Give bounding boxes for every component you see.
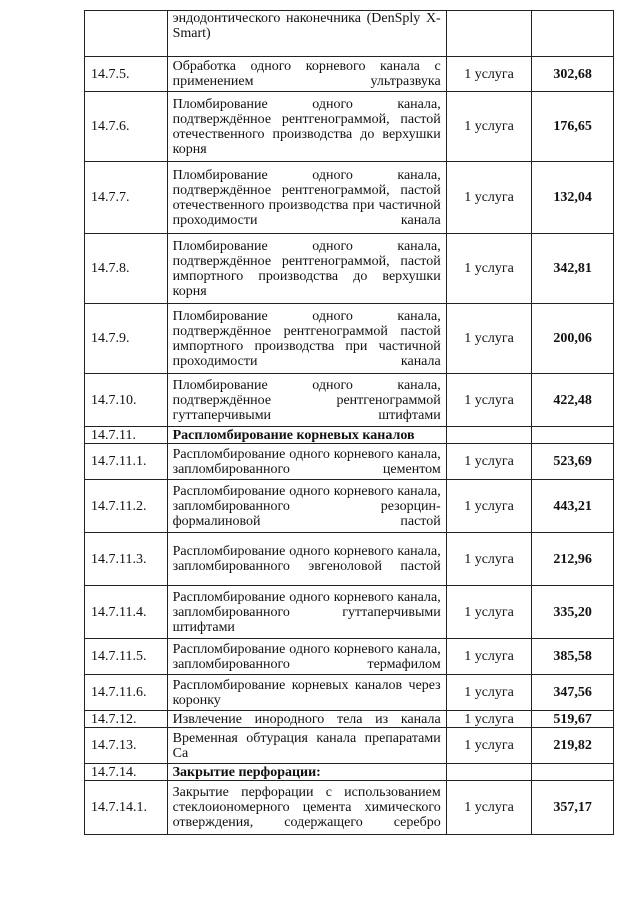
service-code: 14.7.11.2.	[85, 480, 168, 533]
table-row	[85, 639, 614, 675]
service-code: 14.7.13.	[85, 728, 168, 764]
service-code: 14.7.11.1.	[85, 444, 168, 480]
service-description: Распломбирование корневых каналов через коронку	[167, 675, 446, 711]
service-code: 14.7.11.6.	[85, 675, 168, 711]
table-row	[85, 781, 614, 835]
service-description: Извлечение инородного тела из канала	[167, 711, 446, 728]
table-row	[85, 711, 614, 728]
service-code: 14.7.6.	[85, 92, 168, 162]
service-code: 14.7.11.5.	[85, 639, 168, 675]
section-heading-row	[85, 764, 614, 781]
service-price: 357,17	[532, 781, 614, 835]
table-row	[85, 304, 614, 374]
service-code	[85, 11, 168, 57]
table-row	[85, 444, 614, 480]
service-price: 212,96	[532, 533, 614, 586]
service-price: 347,56	[532, 675, 614, 711]
service-unit: 1 услуга	[446, 304, 532, 374]
service-unit	[446, 427, 532, 444]
service-price: 200,06	[532, 304, 614, 374]
service-price: 519,67	[532, 711, 614, 728]
service-code: 14.7.10.	[85, 374, 168, 427]
service-description: Пломбирование одного канала, подтверждённое рентгенограммой пастой импортного производства при частичной проходимости канала	[167, 304, 446, 374]
service-unit: 1 услуга	[446, 92, 532, 162]
service-unit: 1 услуга	[446, 444, 532, 480]
service-price: 342,81	[532, 234, 614, 304]
service-code: 14.7.11.4.	[85, 586, 168, 639]
service-unit: 1 услуга	[446, 480, 532, 533]
service-description: Пломбирование одного канала, подтверждённое рентгенограммой гуттаперчивыми штифтами	[167, 374, 446, 427]
service-unit: 1 услуга	[446, 234, 532, 304]
service-description: Распломбирование одного корневого канала, запломбированного гуттаперчивыми штифтами	[167, 586, 446, 639]
service-unit: 1 услуга	[446, 162, 532, 234]
service-unit: 1 услуга	[446, 586, 532, 639]
table-row	[85, 57, 614, 92]
service-price: 443,21	[532, 480, 614, 533]
service-description: Распломбирование одного корневого канала, запломбированного эвгеноловой пастой	[167, 533, 446, 586]
service-unit: 1 услуга	[446, 675, 532, 711]
service-unit: 1 услуга	[446, 711, 532, 728]
service-price: 219,82	[532, 728, 614, 764]
section-heading-row	[85, 427, 614, 444]
service-code: 14.7.9.	[85, 304, 168, 374]
service-unit: 1 услуга	[446, 728, 532, 764]
service-description: Распломбирование одного корневого канала, запломбированного термафилом	[167, 639, 446, 675]
service-unit: 1 услуга	[446, 781, 532, 835]
service-description: Обработка одного корневого канала с применением ультразвука	[167, 57, 446, 92]
price-table	[84, 10, 614, 835]
table-row	[85, 234, 614, 304]
table-row	[85, 728, 614, 764]
table-row	[85, 11, 614, 57]
section-code: 14.7.11.	[85, 427, 168, 444]
service-price: 176,65	[532, 92, 614, 162]
service-price: 523,69	[532, 444, 614, 480]
service-price	[532, 764, 614, 781]
service-unit	[446, 764, 532, 781]
service-unit: 1 услуга	[446, 57, 532, 92]
table-row	[85, 675, 614, 711]
service-code: 14.7.8.	[85, 234, 168, 304]
service-description: Пломбирование одного канала, подтверждённое рентгенограммой, пастой отечественного производства до верхушки корня	[167, 92, 446, 162]
table-row	[85, 374, 614, 427]
service-code: 14.7.11.3.	[85, 533, 168, 586]
service-description: Пломбирование одного канала, подтверждённое рентгенограммой, пастой импортного производства до верхушки корня	[167, 234, 446, 304]
service-description: Распломбирование одного корневого канала, запломбированного цементом	[167, 444, 446, 480]
section-title: Распломбирование корневых каналов	[167, 427, 446, 444]
service-description: Временная обтурация канала препаратами Са	[167, 728, 446, 764]
service-unit: 1 услуга	[446, 374, 532, 427]
service-unit	[446, 11, 532, 57]
service-code: 14.7.14.1.	[85, 781, 168, 835]
table-row	[85, 533, 614, 586]
service-price	[532, 11, 614, 57]
service-price: 385,58	[532, 639, 614, 675]
section-title: Закрытие перфорации:	[167, 764, 446, 781]
table-row	[85, 586, 614, 639]
service-code: 14.7.12.	[85, 711, 168, 728]
table-row	[85, 162, 614, 234]
service-description: Пломбирование одного канала, подтверждённое рентгенограммой, пастой отечественного производства при частичной проходимости канала	[167, 162, 446, 234]
service-price	[532, 427, 614, 444]
service-unit: 1 услуга	[446, 639, 532, 675]
table-row	[85, 480, 614, 533]
service-price: 335,20	[532, 586, 614, 639]
service-description: эндодонтического наконечника (DenSply X-Smart)	[167, 11, 446, 57]
service-code: 14.7.5.	[85, 57, 168, 92]
service-price: 422,48	[532, 374, 614, 427]
service-description: Закрытие перфорации с использованием стеклоиономерного цемента химического отверждения, содержащего серебро	[167, 781, 446, 835]
service-code: 14.7.7.	[85, 162, 168, 234]
service-price: 302,68	[532, 57, 614, 92]
service-price: 132,04	[532, 162, 614, 234]
service-description: Распломбирование одного корневого канала, запломбированного резорцин-формалиновой пастой	[167, 480, 446, 533]
service-unit: 1 услуга	[446, 533, 532, 586]
section-code: 14.7.14.	[85, 764, 168, 781]
table-row	[85, 92, 614, 162]
